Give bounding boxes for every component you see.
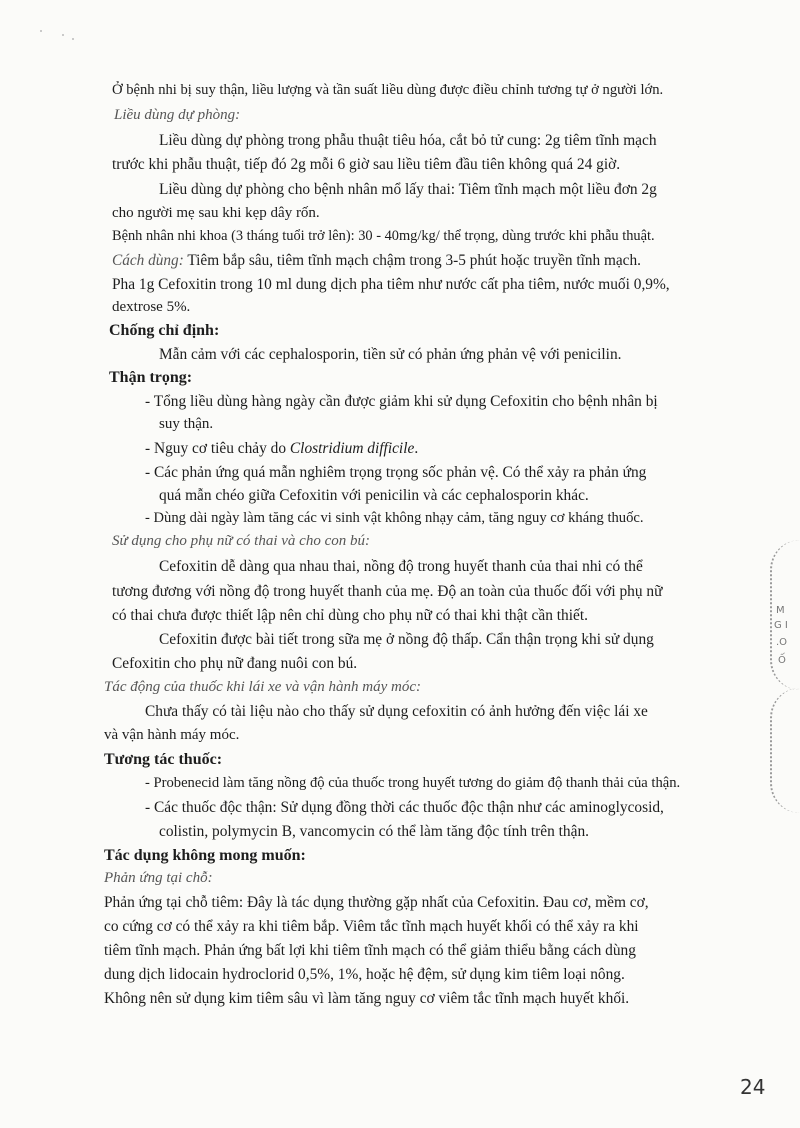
text-line: - Các thuốc độc thận: Sử dụng đồng thời các thuốc độc thận như các aminoglycosid, xyxy=(145,799,664,816)
text-span: Tiêm bắp sâu, tiêm tĩnh mạch chậm trong 3-5 phút hoặc truyền tĩnh mạch. xyxy=(183,252,641,269)
text-line: Không nên sử dụng kim tiêm sâu vì làm tăng nguy cơ viêm tắc tĩnh mạch huyết khối. xyxy=(104,990,630,1007)
text-line: tương đương với nồng độ trong huyết thanh của mẹ. Độ an toàn của thuốc đối với phụ nữ xyxy=(112,583,663,600)
heading-adverse-effects: Tác dụng không mong muốn: xyxy=(104,847,306,864)
text-line: trước khi phẫu thuật, tiếp đó 2g mỗi 6 giờ sau liều tiêm đầu tiên không quá 24 giờ. xyxy=(112,156,621,173)
heading-contraindications: Chống chỉ định: xyxy=(109,322,220,339)
subheading-prophylaxis: Liều dùng dự phòng: xyxy=(114,107,241,123)
heading-interactions: Tương tác thuốc: xyxy=(104,751,223,768)
text-line: colistin, polymycin B, vancomycin có thể làm tăng độc tính trên thận. xyxy=(159,823,589,840)
text-line: tiêm tĩnh mạch. Phản ứng bất lợi khi tiêm tĩnh mạch có thể giảm thiểu bằng cách dùng xyxy=(104,942,636,959)
subheading-driving: Tác động của thuốc khi lái xe và vận hành máy móc: xyxy=(104,679,421,695)
text-line: suy thận. xyxy=(159,416,214,432)
subheading-local-reactions: Phản ứng tại chỗ: xyxy=(104,870,213,886)
text-line: Cefoxitin được bài tiết trong sữa mẹ ở nồng độ thấp. Cẩn thận trọng khi sử dụng xyxy=(159,631,654,648)
text-line: Cefoxitin cho phụ nữ đang nuôi con bú. xyxy=(112,655,358,672)
text-span: - Nguy cơ tiêu chảy do xyxy=(145,440,290,457)
text-line: và vận hành máy móc. xyxy=(104,727,240,743)
text-line: Liều dùng dự phòng cho bệnh nhân mổ lấy thai: Tiêm tĩnh mạch một liều đơn 2g xyxy=(159,181,657,198)
text-line: - Probenecid làm tăng nồng độ của thuốc trong huyết tương do giảm độ thanh thải của thận. xyxy=(145,775,681,791)
text-line: Chưa thấy có tài liệu nào cho thấy sử dụng cefoxitin có ảnh hưởng đến việc lái xe xyxy=(145,703,648,720)
stamp-text: .O xyxy=(776,637,788,648)
text-line: Liều dùng dự phòng trong phẫu thuật tiêu hóa, cắt bỏ tử cung: 2g tiêm tĩnh mạch xyxy=(159,132,657,149)
text-line: có thai chưa được thiết lập nên chỉ dùng cho phụ nữ có thai khi thật cần thiết. xyxy=(112,607,588,624)
text-line: co cứng cơ có thể xảy ra khi tiêm bắp. Viêm tắc tĩnh mạch huyết khối có thể xảy ra khi xyxy=(104,918,639,935)
text-span: . xyxy=(414,440,419,457)
stamp-text: G I xyxy=(774,620,788,631)
text-line xyxy=(112,248,641,273)
stamp-text: Ố xyxy=(778,655,786,666)
text-line: Pha 1g Cefoxitin trong 10 ml dung dịch pha tiêm như nước cất pha tiêm, nước muối 0,9%, xyxy=(112,276,670,293)
handwritten-page-number: 24 xyxy=(740,1075,766,1099)
text-line: - Tổng liều dùng hàng ngày cần được giảm khi sử dụng Cefoxitin cho bệnh nhân bị xyxy=(145,393,658,410)
scan-speck xyxy=(40,30,42,32)
subheading-pregnancy: Sử dụng cho phụ nữ có thai và cho con bú: xyxy=(112,533,370,549)
scan-speck xyxy=(72,38,74,40)
text-line xyxy=(145,436,418,461)
stamp-text: M xyxy=(776,605,785,616)
scan-speck xyxy=(62,34,64,36)
text-line: Phản ứng tại chỗ tiêm: Đây là tác dụng thường gặp nhất của Cefoxitin. Đau cơ, mềm cơ, xyxy=(104,894,649,911)
text-line: dung dịch lidocain hydroclorid 0,5%, 1%, hoặc hệ đệm, sử dụng kim tiêm loại nông. xyxy=(104,966,625,983)
text-line: Cefoxitin dễ dàng qua nhau thai, nồng độ trong huyết thanh của thai nhi có thể xyxy=(159,558,643,575)
stamp-fragment xyxy=(770,688,800,813)
text-line: - Các phản ứng quá mẫn nghiêm trọng trọng sốc phản vệ. Có thể xảy ra phản ứng xyxy=(145,464,647,481)
text-line: Mẫn cảm với các cephalosporin, tiền sử có phản ứng phản vệ với penicilin. xyxy=(159,346,622,363)
text-line: Bệnh nhân nhi khoa (3 tháng tuổi trở lên): 30 - 40mg/kg/ thể trọng, dùng trước khi phẫu thuật. xyxy=(112,228,655,244)
text-line: - Dùng dài ngày làm tăng các vi sinh vật không nhạy cảm, tăng nguy cơ kháng thuốc. xyxy=(145,510,644,526)
text-line: cho người mẹ sau khi kẹp dây rốn. xyxy=(112,205,320,221)
text-line: quá mẫn chéo giữa Cefoxitin với penicilin và các cephalosporin khác. xyxy=(159,487,589,504)
subheading-usage: Cách dùng: xyxy=(112,252,184,269)
text-line: dextrose 5%. xyxy=(112,299,191,315)
text-line: Ở bệnh nhi bị suy thận, liều lượng và tần suất liều dùng được điều chỉnh tương tự ở người lớn. xyxy=(112,82,664,98)
organism-name: Clostridium difficile xyxy=(289,440,415,457)
heading-precautions: Thận trọng: xyxy=(109,369,193,386)
